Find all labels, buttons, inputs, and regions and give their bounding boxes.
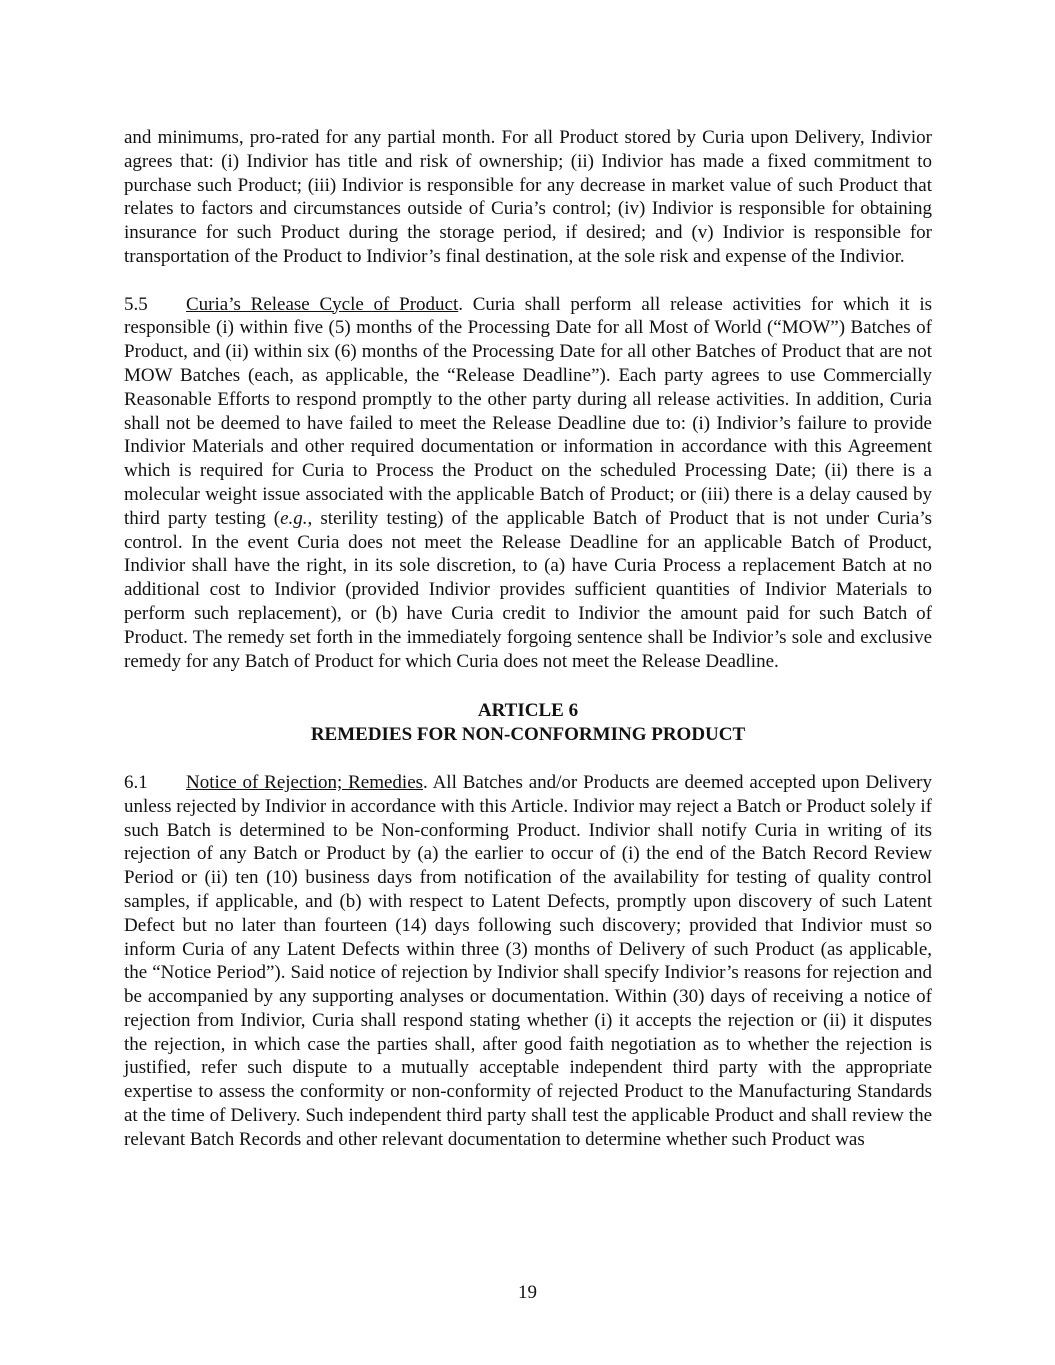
continuation-paragraph: and minimums, pro-rated for any partial month. For all Product stored by Curia upon Delivery, Indivior agrees that: (i) Indivior has title and risk of ownership; (ii) Indivior has made a fixed commitment to purchase such Product; (iii) Indivior is responsible for any decrease in market value of such Product that relates to factors and circumstances outside of Curia’s control; (iv) Indivior is responsible for obtaining insurance for such Product during the storage period, if desired; and (v) Indivior is responsible for transportation of the Product to Indivior’s final destination, at the sole risk and expense of the Indivior.: [124, 127, 932, 267]
section-6-1-title: Notice of Rejection; Remedies: [186, 771, 424, 793]
section-5-5-body-italic: e.g.: [280, 507, 308, 529]
section-5-5-body-part1: . Curia shall perform all release activities for which it is responsible (i) within five (5) months of the Processing Date for all Most of World (“MOW”) Batches of Product, and (ii) within six (6) months of the Processing Date for all other Batches of Product that are not MOW Batches (each, as applicable, the “Release Deadline”). Each party agrees to use Commercially Reasonable Efforts to respond promptly to the other party during all release activities. In addition, Curia shall not be deemed to have failed to meet the Release Deadline due to: (i) Indivior’s failure to provide Indivior Materials and other required documentation or information in accordance with this Agreement which is required for Curia to Process the Product on the scheduled Processing Date; (ii) there is a molecular weight issue associated with the applicable Batch of Product; or (iii) there is a delay caused by third party testing (: [124, 293, 932, 529]
section-5-5-title: Curia’s Release Cycle of Product: [186, 293, 459, 315]
section-5-5-number: 5.5: [124, 293, 148, 315]
document-page: [124, 126, 932, 1152]
section-6-1-body: . All Batches and/or Products are deemed accepted upon Delivery unless rejected by Indivior in accordance with this Article. Indivior may reject a Batch or Product solely if such Batch is determined to be Non-conforming Product. Indivior shall notify Curia in writing of its rejection of any Batch or Product by (a) the earlier to occur of (i) the end of the Batch Record Review Period or (ii) ten (10) business days from notification of the availability for testing of quality control samples, if applicable, and (b) with respect to Latent Defects, promptly upon discovery of such Latent Defect but no later than fourteen (14) days following such discovery; provided that Indivior must so inform Curia of any Latent Defects within three (3) months of Delivery of such Product (as applicable, the “Notice Period”). Said notice of rejection by Indivior shall specify Indivior’s reasons for rejection and be accompanied by any supporting analyses or documentation. Within (30) days of receiving a notice of rejection from Indivior, Curia shall respond stating whether (i) it accepts the rejection or (ii) it disputes the rejection, in which case the parties shall, after good faith negotiation as to whether the rejection is justified, refer such dispute to a mutually acceptable independent third party with the appropriate expertise to assess the conformity or non-conformity of rejected Product to the Manufacturing Standards at the time of Delivery. Such independent third party shall test the applicable Product and shall review the relevant Batch Records and other relevant documentation to determine whether such Product was: [124, 771, 933, 1150]
article-6-label: ARTICLE 6: [477, 700, 579, 722]
page-number: 19: [518, 1282, 537, 1303]
article-6-heading: [124, 699, 932, 747]
article-6-title: REMEDIES FOR NON-CONFORMING PRODUCT: [310, 724, 746, 746]
section-6-1-paragraph: [124, 771, 932, 1152]
section-6-1-number: 6.1: [124, 771, 148, 793]
section-5-5-body-part2: , sterility testing) of the applicable Batch of Product that is not under Curia’s control. In the event Curia does not meet the Release Deadline for an applicable Batch of Product, Indivior shall have the right, in its sole discretion, to (a) have Curia Process a replacement Batch at no additional cost to Indivior (provided Indivior provides sufficient quantities of Indivior Materials to perform such replacement), or (b) have Curia credit to Indivior the amount paid for such Batch of Product. The remedy set forth in the immediately forgoing sentence shall be Indivior’s sole and exclusive remedy for any Batch of Product for which Curia does not meet the Release Deadline.: [124, 507, 932, 672]
section-5-5-paragraph: [124, 293, 932, 674]
